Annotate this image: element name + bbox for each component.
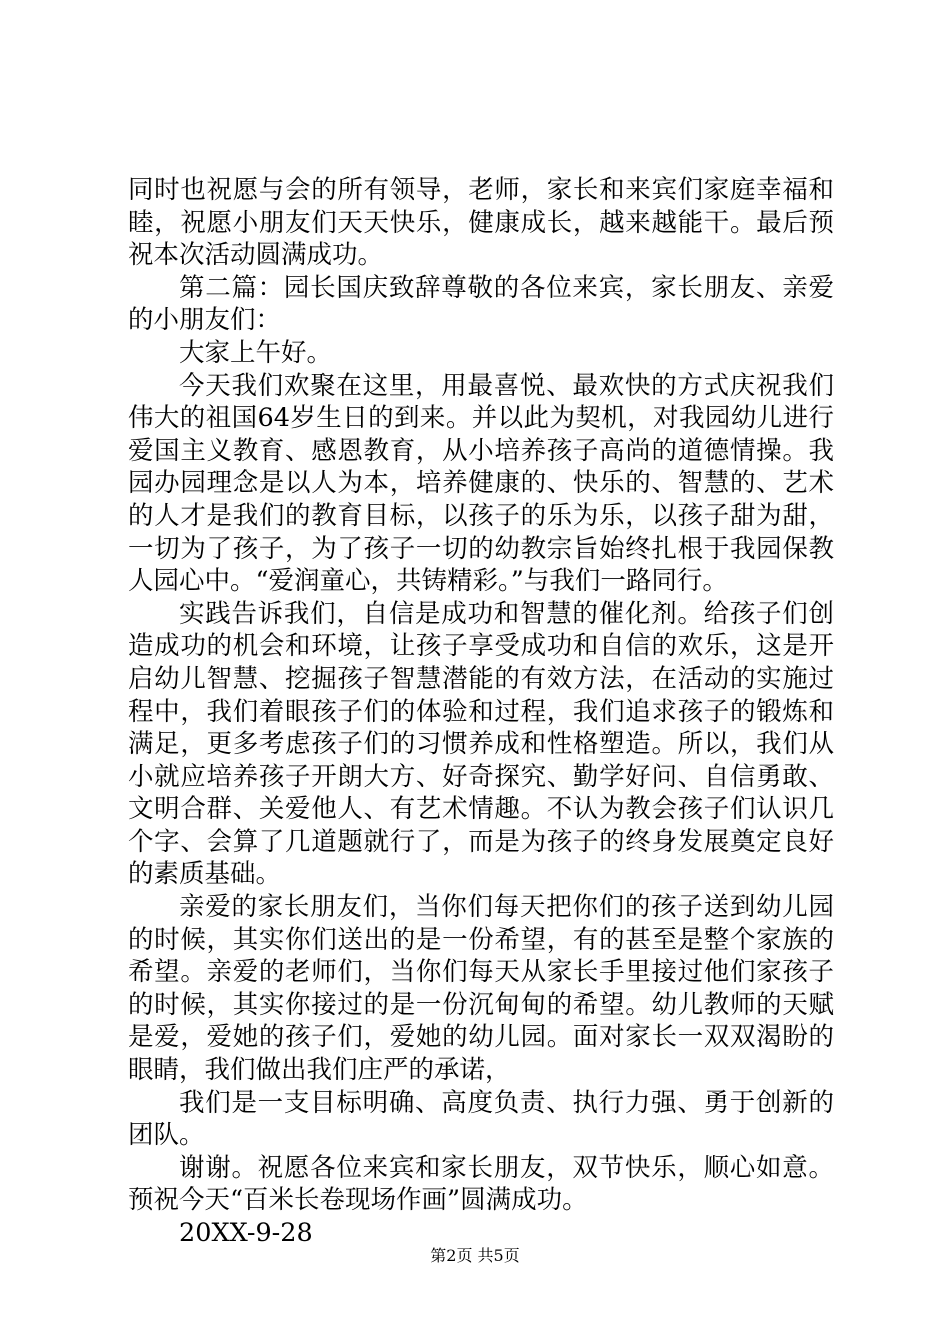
page-number-footer: 第2页 共5页 [430, 1246, 520, 1265]
paragraph-team: 我们是一支目标明确、高度负责、执行力强、勇于创新的团队。 [128, 1087, 834, 1151]
paragraph-date: 20XX-9-28 [179, 1218, 313, 1248]
paragraph-confidence: 实践告诉我们，自信是成功和智慧的催化剂。给孩子们创造成功的机会和环境，让孩子享受成功和自信的欢乐，这是开启幼儿智慧、挖掘孩子智慧潜能的有效方法，在活动的实施过程中，我们着眼孩子们的体验和过程，我们追求孩子的锻炼和满足，更多考虑孩子们的习惯养成和性格塑造。所以，我们从小就应培养孩子开朗大方、好奇探究、勤学好问、自信勇敢、文明合群、关爱他人、有艺术情趣。不认为教会孩子们认识几个字、会算了几道题就行了，而是为孩子的终身发展奠定良好的素质基础。 [128, 598, 834, 890]
paragraph-greeting: 大家上午好。 [179, 337, 333, 368]
paragraph-section-title: 第二篇：园长国庆致辞尊敬的各位来宾，家长朋友、亲爱的小朋友们： [128, 272, 834, 336]
paragraph-thanks: 谢谢。祝愿各位来宾和家长朋友，双节快乐，顺心如意。预祝今天“百米长卷现场作画”圆满成功。 [128, 1152, 834, 1216]
document-body [128, 174, 834, 1250]
paragraph-parents: 亲爱的家长朋友们，当你们每天把你们的孩子送到幼儿园的时候，其实你们送出的是一份希望，有的甚至是整个家族的希望。亲爱的老师们，当你们每天从家长手里接过他们家孩子的时候，其实你接过的是一份沉甸甸的希望。幼儿教师的天赋是爱，爱她的孩子们，爱她的幼儿园。面对家长一双双渴盼的眼睛，我们做出我们庄严的承诺， [128, 892, 834, 1086]
paragraph-closing-wishes: 同时也祝愿与会的所有领导，老师，家长和来宾们家庭幸福和睦，祝愿小朋友们天天快乐，健康成长，越来越能干。最后预祝本次活动圆满成功。 [128, 175, 834, 271]
paragraph-celebration: 今天我们欢聚在这里，用最喜悦、最欢快的方式庆祝我们伟大的祖国64岁生日的到来。并以此为契机，对我园幼儿进行爱国主义教育、感恩教育，从小培养孩子高尚的道德情操。我园办园理念是以人为本，培养健康的、快乐的、智慧的、艺术的人才是我们的教育目标，以孩子的乐为乐，以孩子甜为甜，一切为了孩子，为了孩子一切的幼教宗旨始终扎根于我园保教人园心中。“爱润童心，共铸精彩。”与我们一路同行。 [128, 370, 834, 597]
